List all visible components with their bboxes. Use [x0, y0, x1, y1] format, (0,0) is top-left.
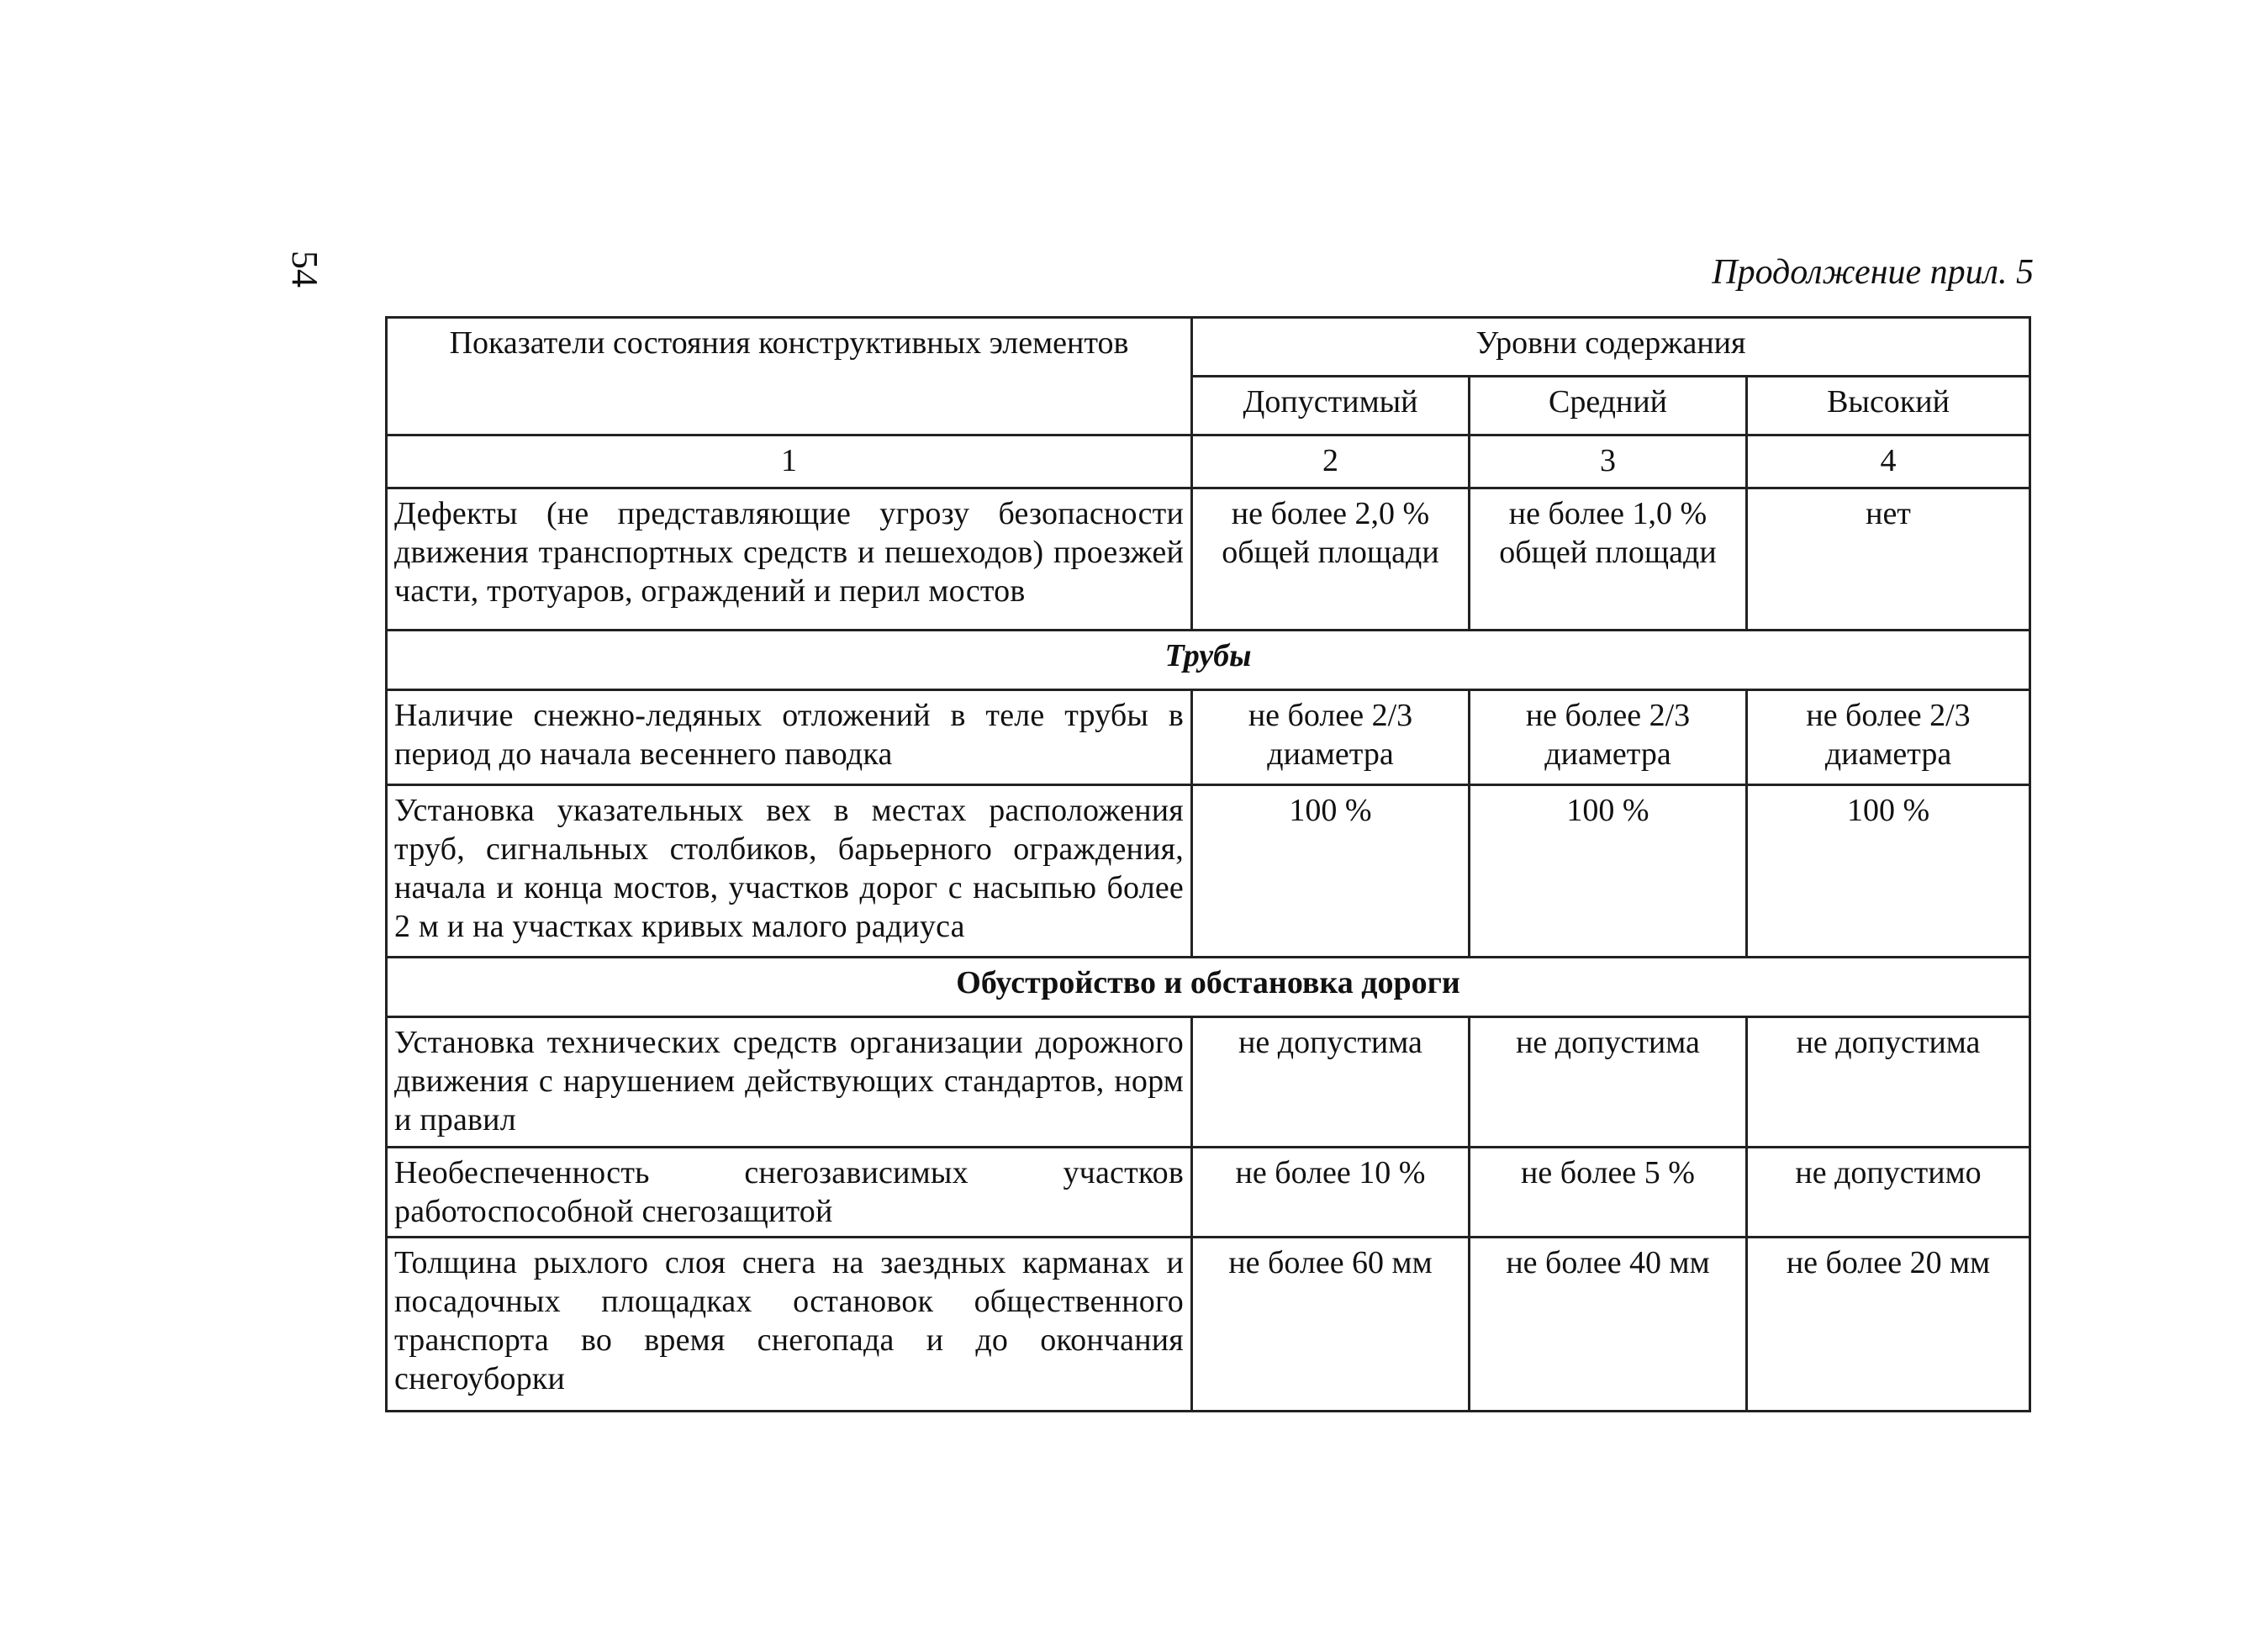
row-value: 100 %	[1470, 785, 1747, 958]
table-row	[387, 1148, 2030, 1238]
table-row	[387, 488, 2030, 631]
row-value: не допустимо	[1747, 1148, 2030, 1238]
row-value: не допустима	[1192, 1017, 1470, 1148]
table-row	[387, 785, 2030, 958]
header-level-acceptable: Допустимый	[1192, 377, 1470, 435]
column-number-row	[387, 435, 2030, 488]
row-value: не более 2/3 диаметра	[1747, 690, 2030, 785]
header-level-high: Высокий	[1747, 377, 2030, 435]
row-value: не более 20 мм	[1747, 1238, 2030, 1412]
row-value: 100 %	[1747, 785, 2030, 958]
column-number: 1	[387, 435, 1192, 488]
table-row	[387, 1017, 2030, 1148]
column-number: 2	[1192, 435, 1470, 488]
row-description: Необеспеченность снегозависимых участков работоспособной снегозащитой	[387, 1148, 1192, 1238]
row-value: не более 2,0 % общей площади	[1192, 488, 1470, 631]
row-value: не допустима	[1747, 1017, 2030, 1148]
row-value: не более 40 мм	[1470, 1238, 1747, 1412]
table-row	[387, 690, 2030, 785]
row-description: Установка указательных вех в местах расположения труб, сигнальных столбиков, барьерного ограждения, начала и конца мостов, участков дорог с насыпью более 2 м и на участках кривых малого радиуса	[387, 785, 1192, 958]
row-value: не более 2/3 диаметра	[1470, 690, 1747, 785]
row-description: Дефекты (не представляющие угрозу безопасности движения транспортных средств и пешеходов) проезжей части, тротуаров, ограждений и перил мостов	[387, 488, 1192, 631]
header-levels: Уровни содержания	[1192, 318, 2030, 377]
row-value: нет	[1747, 488, 2030, 631]
section-row-pipes	[387, 631, 2030, 690]
page-number: 54	[284, 251, 325, 288]
row-value: не более 1,0 % общей площади	[1470, 488, 1747, 631]
continuation-label: Продолжение прил. 5	[1712, 253, 2034, 292]
column-number: 4	[1747, 435, 2030, 488]
row-description: Наличие снежно-ледяных отложений в теле трубы в период до начала весеннего паводка	[387, 690, 1192, 785]
row-value: не более 5 %	[1470, 1148, 1747, 1238]
row-value: 100 %	[1192, 785, 1470, 958]
section-title: Трубы	[387, 631, 2030, 690]
row-value: не более 10 %	[1192, 1148, 1470, 1238]
header-indicators: Показатели состояния конструктивных элементов	[387, 318, 1192, 435]
row-description: Толщина рыхлого слоя снега на заездных карманах и посадочных площадках остановок общественного транспорта во время снегопада и до окончания снегоуборки	[387, 1238, 1192, 1412]
table-header-row	[387, 318, 2030, 377]
header-level-medium: Средний	[1470, 377, 1747, 435]
row-description: Установка технических средств организации дорожного движения с нарушением действующих стандартов, норм и правил	[387, 1017, 1192, 1148]
row-value: не более 2/3 диаметра	[1192, 690, 1470, 785]
table-row	[387, 1238, 2030, 1412]
row-value: не более 60 мм	[1192, 1238, 1470, 1412]
section-row-road	[387, 958, 2030, 1017]
section-title: Обустройство и обстановка дороги	[387, 958, 2030, 1017]
row-value: не допустима	[1470, 1017, 1747, 1148]
column-number: 3	[1470, 435, 1747, 488]
maintenance-levels-table	[385, 316, 2031, 1412]
